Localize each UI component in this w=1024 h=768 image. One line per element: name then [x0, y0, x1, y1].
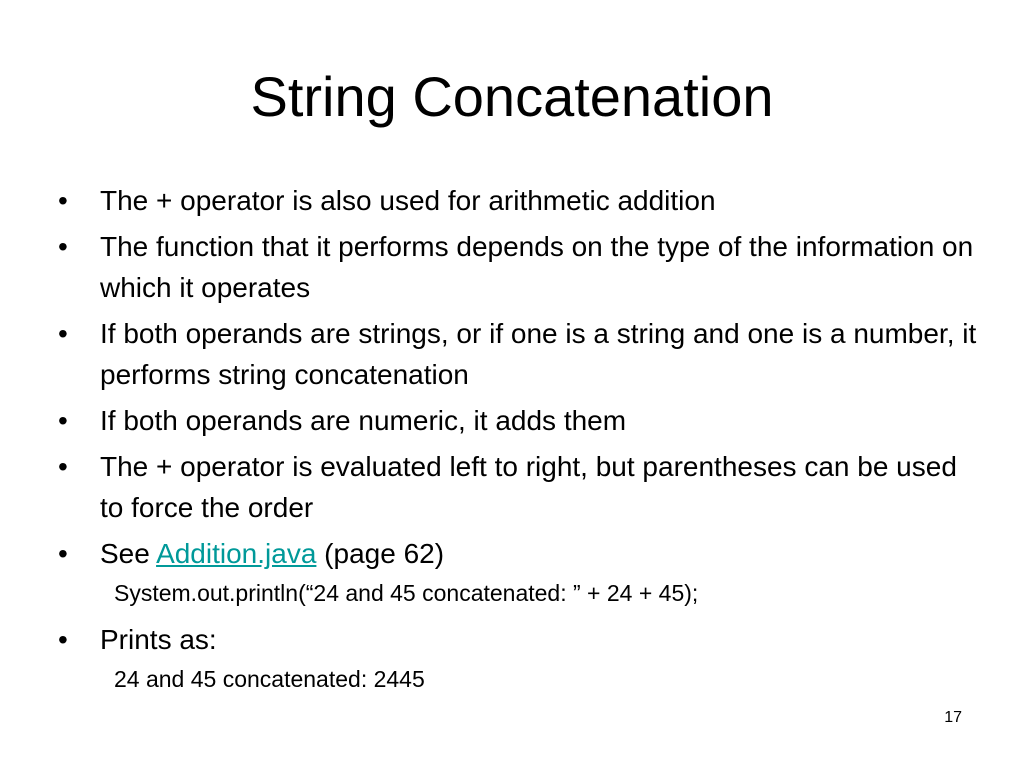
bullet-marker: • [58, 538, 68, 569]
bullet-item-2 [58, 226, 978, 308]
bullet-text: The + operator is evaluated left to right, but parentheses can be used to force the order [100, 451, 957, 523]
bullet-text: If both operands are numeric, it adds them [100, 405, 627, 436]
see-prefix: See [100, 538, 157, 569]
bullet-item-4 [58, 400, 978, 441]
bullet-item-see [58, 533, 978, 574]
slide-body [58, 180, 978, 705]
bullet-text: The + operator is also used for arithmetic addition [100, 185, 716, 216]
code-line: System.out.println(“24 and 45 concatenated: ” + 24 + 45); [114, 580, 699, 606]
bullet-item-prints [58, 619, 978, 660]
bullet-text: The function that it performs depends on the type of the information on which it operates [100, 231, 974, 303]
see-suffix: (page 62) [316, 538, 445, 569]
addition-java-link[interactable]: Addition.java [156, 538, 317, 569]
bullet-text: If both operands are strings, or if one is a string and one is a number, it performs string concatenation [100, 318, 977, 390]
bullet-marker: • [58, 318, 68, 349]
bullet-item-5 [58, 446, 978, 528]
bullet-marker: • [58, 231, 68, 262]
output-line: 24 and 45 concatenated: 2445 [114, 666, 425, 692]
bullet-text: Prints as: [100, 624, 217, 655]
bullet-marker: • [58, 451, 68, 482]
bullet-item-3 [58, 313, 978, 395]
bullet-marker: • [58, 624, 68, 655]
bullet-item-1 [58, 180, 978, 221]
page-number: 17 [944, 709, 962, 726]
slide-title: String Concatenation [250, 65, 774, 128]
bullet-marker: • [58, 405, 68, 436]
bullet-marker: • [58, 185, 68, 216]
